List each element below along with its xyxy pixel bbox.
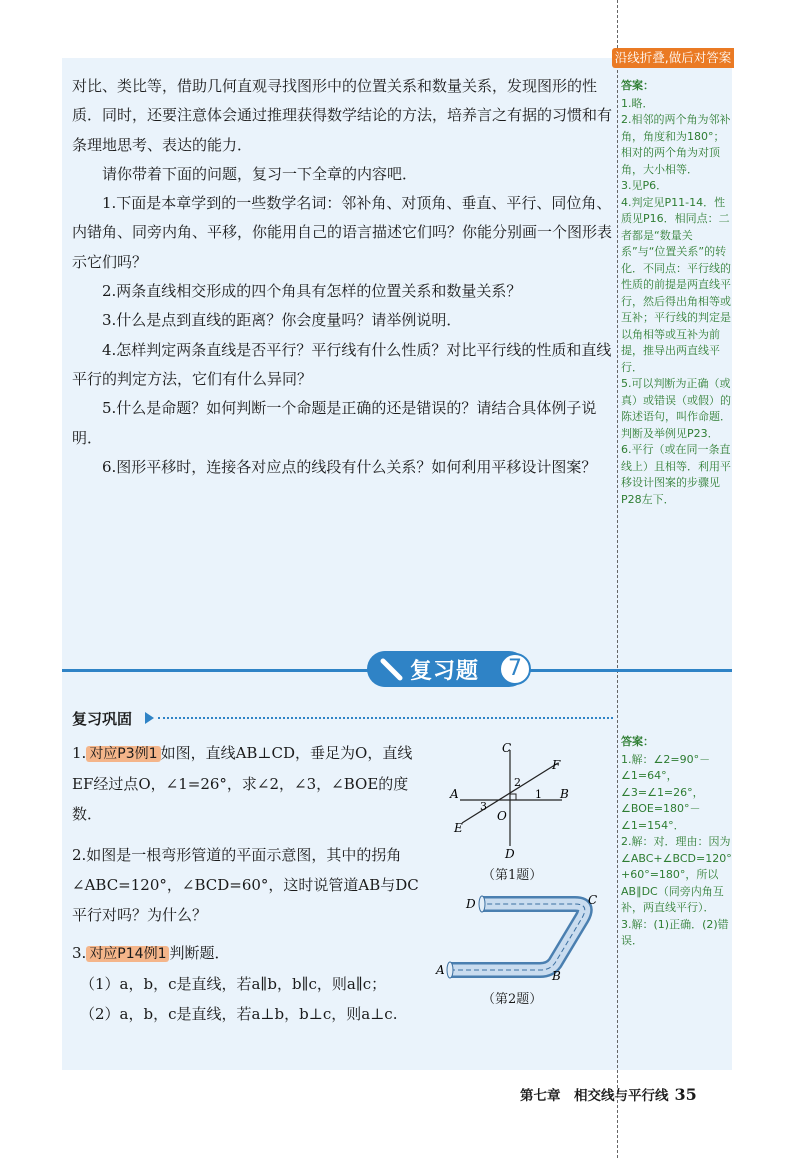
answer-item: 6.平行（或在同一条直线上）且相等．利用平移设计图案的步骤见P28左下． (621, 443, 731, 506)
exercise-1-number: 1. (72, 744, 87, 762)
banner-number: 7 (499, 653, 531, 685)
label-b: B (560, 787, 569, 801)
pipe-label-d: D (466, 897, 476, 911)
exercise-2 (72, 840, 432, 930)
pipe-label-b: B (552, 969, 561, 983)
answers-header: 答案： (621, 735, 654, 748)
exercise-3-part-2: （2）a，b，c是直线，若a⊥b，b⊥c，则a⊥c. (80, 1005, 398, 1023)
review-question-3: 3.什么是点到直线的距离？你会度量吗？请举例说明． (102, 311, 462, 330)
section-dotted-rule (158, 717, 613, 719)
exercise-3 (72, 938, 432, 1029)
figure-1-caption: （第1题） (482, 868, 543, 883)
page-number: 35 (674, 1085, 697, 1104)
intro-paragraph: 对比、类比等，借助几何直观寻找图形中的位置关系和数量关系，发现图形的性质．同时，还要注意体会通过推理获得数学结论的方法，培养言之有据的习惯和有条理地思考、表达的能力． (72, 77, 613, 154)
right-angle-mark (510, 794, 516, 800)
answer-item: 4.判定见P11-14．性质见P16．相同点：二者都是“数量关系”与“位置关系”的转化．不同点：平行线的性质的前提是两直线平行，然后得出角相等或互补；平行线的判定是以角相等或互补为前提，推导出两直线平行． (621, 195, 731, 374)
angle-2-label: 2 (514, 776, 521, 789)
review-question-1: 1.下面是本章学到的一些数学名词：邻补角、对顶角、垂直、平行、同位角、内错角、同旁内角、平移，你能用自己的语言描述它们吗？你能分别画一个图形表示它们吗？ (72, 194, 613, 271)
angle-1-label: 1 (535, 788, 542, 801)
pencil-stroke-icon (380, 658, 406, 682)
pipe-label-c: C (588, 893, 598, 907)
review-question-4: 4.怎样判定两条直线是否平行？平行线有什么性质？对比平行线的性质和直线平行的判定方法，它们有什么异同？ (72, 340, 612, 388)
exercise-2-text: 2.如图是一根弯形管道的平面示意图，其中的拐角∠ABC=120°，∠BCD=60°，这时说管道AB与DC平行对吗？为什么？ (72, 846, 419, 924)
reference-tag: 对应P14例1 (86, 946, 169, 962)
answers-panel-bottom (621, 734, 733, 950)
exercise-3-part-1: （1）a，b，c是直线，若a∥b，b∥c，则a∥c； (80, 975, 387, 993)
banner-title: 复习题 (410, 659, 480, 684)
answer-item: 3.解：(1)正确．(2)错误． (621, 917, 729, 947)
pipe-end-d (479, 896, 485, 912)
review-exercise-banner (62, 648, 732, 694)
label-o: O (497, 809, 507, 823)
label-c: C (502, 741, 512, 755)
answer-item: 2.解：对．理由：因为∠ABC+∠BCD=120°+60°=180°，所以AB∥DC（同旁内角互补，两直线平行）． (621, 835, 732, 914)
answer-item: 3.见P6． (621, 179, 668, 192)
reference-tag: 对应P3例1 (86, 746, 160, 762)
section-title: 复习巩固 (72, 710, 133, 728)
answers-panel-top (621, 78, 733, 508)
answer-item: 2.相邻的两个角为邻补角，角度和为180°；相对的两个角为对顶角，大小相等． (621, 113, 731, 176)
exercise-1-text: 如图，直线AB⊥CD，垂足为O，直线EF经过点O，∠1=26°，求∠2，∠3，∠BOE的度数． (72, 744, 413, 823)
answers-header: 答案： (621, 79, 654, 92)
figure-1 (440, 740, 580, 858)
figure-2 (430, 888, 610, 984)
answer-item: 1.略． (621, 96, 654, 110)
label-a: A (450, 787, 459, 801)
label-e: E (454, 821, 463, 835)
triangle-marker-icon (145, 712, 154, 724)
label-d: D (505, 847, 515, 858)
fold-line (617, 0, 618, 1158)
page-footer (520, 1084, 697, 1104)
review-question-5: 5.什么是命题？如何判断一个命题是正确的还是错误的？请结合具体例子说明． (72, 399, 597, 447)
exercise-3-text: 判断题． (169, 944, 230, 962)
exercise-1 (72, 738, 432, 829)
answer-item: 1.解：∠2=90°－∠1=64°，∠3=∠1=26°，∠BOE=180°－∠1=154°． (621, 752, 711, 832)
chapter-review-text (72, 72, 612, 482)
chapter-title: 第七章 相交线与平行线 (520, 1088, 669, 1104)
exercise-3-number: 3. (72, 944, 87, 962)
angle-3-label: 3 (480, 800, 487, 813)
fold-instruction-tag: 沿线折叠,做后对答案 (612, 48, 734, 68)
pipe-end-a (447, 962, 453, 978)
review-question-6: 6.图形平移时，连接各对应点的线段有什么关系？如何利用平移设计图案？ (102, 457, 597, 476)
figure-2-caption: （第2题） (482, 992, 543, 1007)
label-f: F (552, 758, 561, 772)
answer-item: 5.可以判断为正确（或真）或错误（或假）的陈述语句，叫作命题．判断及举例见P23． (621, 377, 731, 440)
review-question-2: 2.两条直线相交形成的四个角具有怎样的位置关系和数量关系？ (102, 282, 522, 301)
pipe-label-a: A (436, 963, 445, 977)
review-prompt: 请你带着下面的问题，复习一下全章的内容吧． (102, 164, 418, 183)
